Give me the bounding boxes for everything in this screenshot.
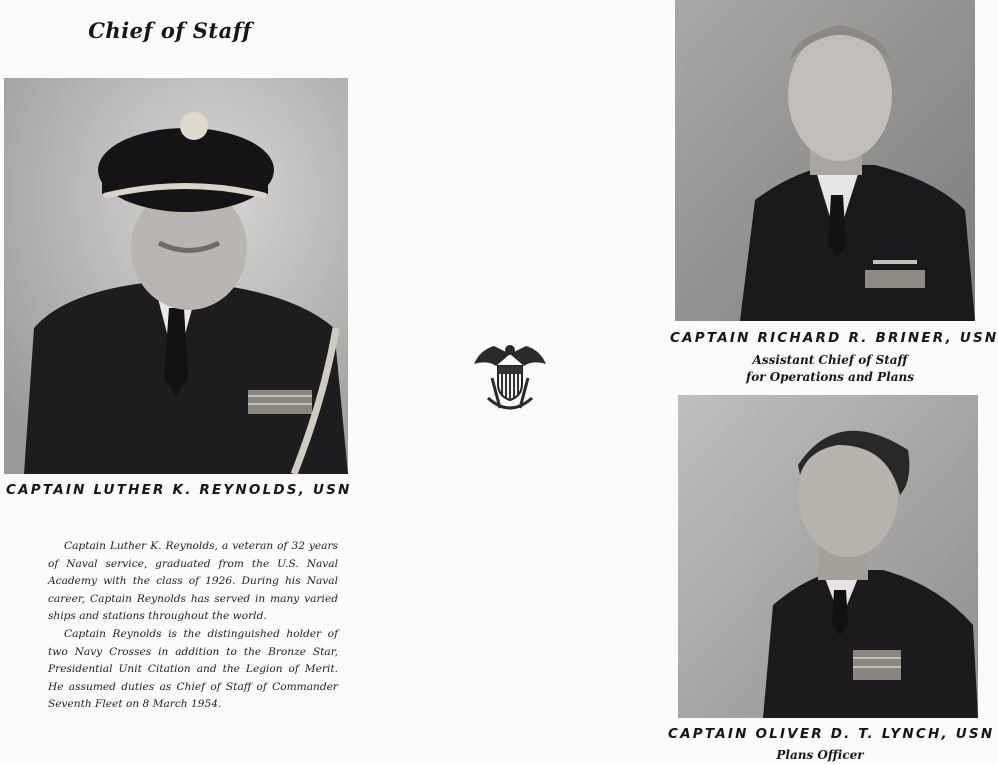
portrait-photo-icon [678, 395, 978, 718]
chief-name-caption: CAPTAIN LUTHER K. REYNOLDS, USN [6, 482, 352, 498]
chief-biography [48, 538, 338, 714]
portrait-photo-icon [675, 0, 975, 321]
plans-officer-role: Plans Officer [776, 748, 864, 762]
page-title: Chief of Staff [88, 18, 252, 43]
assistant-name-caption: CAPTAIN RICHARD R. BRINER, USN [670, 330, 998, 346]
assistant-role-line-1: Assistant Chief of Staff [752, 353, 908, 367]
plans-officer-portrait-photo [678, 395, 978, 718]
plans-officer-name-caption: CAPTAIN OLIVER D. T. LYNCH, USN [668, 726, 995, 742]
bio-paragraph-1: Captain Luther K. Reynolds, a veteran of 32 years of Naval service, graduated from the U.S. Naval Academy with the class of 1926. During his Naval career, Captain Reynolds has served in many varied ships and stations throughout the world. [48, 540, 338, 623]
assistant-portrait-photo [675, 0, 975, 321]
bio-paragraph-2: Captain Reynolds is the distinguished holder of two Navy Crosses in addition to the Bronze Star, Presidential Unit Citation and the Legion of Merit. He assumed duties as Chief of Staff of Commander Seventh Fleet on 8 March 1954. [48, 627, 338, 711]
navy-eagle-emblem-icon [470, 338, 550, 418]
chief-portrait-photo [4, 78, 348, 474]
portrait-photo-icon [4, 78, 348, 474]
assistant-role-line-2: for Operations and Plans [746, 370, 914, 384]
